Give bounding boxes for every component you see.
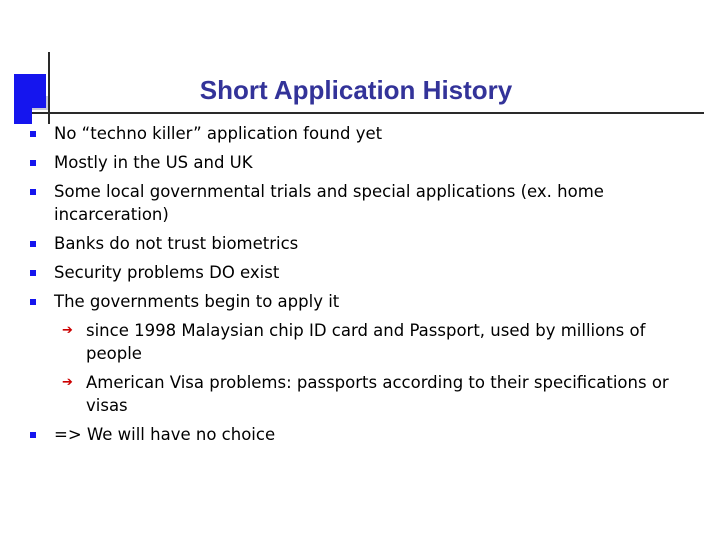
bullet-item — [30, 232, 700, 255]
square-bullet-icon — [30, 131, 36, 137]
bullet-item — [30, 290, 700, 313]
bullet-text: Security problems DO exist — [54, 263, 280, 282]
square-bullet-icon — [30, 189, 36, 195]
bullet-item — [30, 151, 700, 174]
bullet-item — [30, 261, 700, 284]
square-bullet-icon — [30, 241, 36, 247]
bullet-text: Some local governmental trials and special applications (ex. home incarceration) — [54, 182, 604, 224]
bullet-item — [30, 122, 700, 145]
square-bullet-icon — [30, 270, 36, 276]
bullet-text: No “techno killer” application found yet — [54, 124, 383, 143]
bullet-item — [30, 423, 700, 446]
sub-bullet-item — [30, 319, 700, 365]
bullet-item — [30, 180, 700, 226]
arrow-bullet-icon: ➔ — [62, 375, 73, 390]
bullet-text: The governments begin to apply it — [54, 292, 340, 311]
slide-title: Short Application History — [199, 75, 513, 105]
sub-bullet-text: American Visa problems: passports according to their specifications or visas — [86, 373, 669, 415]
square-bullet-icon — [30, 432, 36, 438]
sub-bullet-item — [30, 371, 700, 417]
square-bullet-icon — [30, 299, 36, 305]
sub-bullet-text: since 1998 Malaysian chip ID card and Passport, used by millions of people — [86, 321, 646, 363]
bullet-text: => We will have no choice — [54, 425, 276, 444]
square-bullet-icon — [30, 160, 36, 166]
bullet-text: Mostly in the US and UK — [54, 153, 253, 172]
bullet-text: Banks do not trust biometrics — [54, 234, 299, 253]
title-underline — [32, 112, 704, 114]
arrow-bullet-icon: ➔ — [62, 323, 73, 338]
bullet-list — [30, 122, 700, 452]
